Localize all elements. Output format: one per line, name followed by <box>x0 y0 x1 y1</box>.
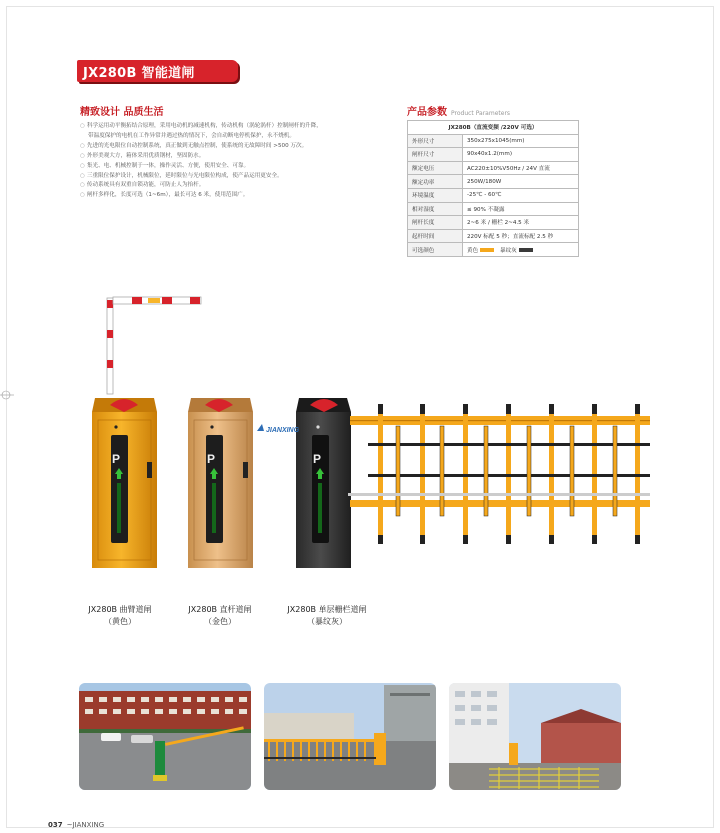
features-heading: 精致设计 品质生活 <box>80 107 164 118</box>
page-title: JX280B 智能道闸 <box>83 66 195 81</box>
product-color: （黄色） <box>104 617 136 626</box>
table-row: 相对湿度 ≤ 90% 不凝露 <box>408 202 579 216</box>
list-item: ○ 三重限位保护设计，机械限位，延时限位与光电限位构成，使产品运用更安全。 <box>80 172 283 179</box>
features-list <box>80 122 380 201</box>
footer-brand: ~JIANXING <box>66 821 105 829</box>
page-number: 037 <box>48 821 63 829</box>
bullet-icon: ○ <box>80 172 85 179</box>
product-color: （金色） <box>204 617 236 626</box>
product-caption <box>272 604 382 628</box>
table-row: 额定功率 250W/180W <box>408 175 579 189</box>
table-row: 闸杆长度 2~6 米 / 栅栏 2~4.5 米 <box>408 216 579 230</box>
params-heading: 产品参数 Product Parameters <box>407 107 511 118</box>
table-row: 可选颜色 黄色 暴纹灰 <box>408 243 579 257</box>
articulated-arm <box>107 297 201 394</box>
list-item: ○ 传动系统具有双重自锁功能，可防止人为抬杆。 <box>80 182 205 189</box>
products-illustration <box>0 290 720 600</box>
product-name: JX280B 曲臂道闸 <box>88 605 152 614</box>
list-item: ○ 先进的光电限位自动控制系统，真正做到无触点控制，使系统的无故障时间 >500 万次。 <box>80 142 308 149</box>
product-caption <box>168 604 272 628</box>
table-row: 闸杆尺寸 90x40x1.2(mm) <box>408 148 579 162</box>
brand-logo <box>257 424 300 434</box>
parking-letter: P <box>207 452 216 466</box>
product-caption <box>70 604 170 628</box>
gate-grey <box>296 398 351 568</box>
params-table <box>407 120 579 257</box>
params-model: JX280B（直流变频 /220V 可选） <box>408 121 579 135</box>
bullet-icon: ○ <box>80 162 85 169</box>
installation-photo <box>264 683 436 790</box>
parking-letter: P <box>112 452 121 466</box>
list-item: ○ 集光、电、机械控制于一体，操作灵活、方便，使用安全、可靠。 <box>80 162 250 169</box>
list-item: ○ 闸杆多样化，长度可选（1~6m），最长可达 6 米，使用范围广。 <box>80 192 249 199</box>
yellow-swatch <box>480 248 494 252</box>
grey-swatch <box>519 248 533 252</box>
bullet-icon: ○ <box>80 192 85 199</box>
list-item: 带温度保护的电机在工作异常并遇过热的情况下，会自动断电停机保护，永不烧机。 <box>88 132 295 139</box>
title-banner <box>77 60 238 82</box>
gate-gold <box>188 398 253 568</box>
bullet-icon: ○ <box>80 182 85 189</box>
params-heading-en: Product Parameters <box>451 110 511 117</box>
gate-yellow <box>92 398 157 568</box>
product-name: JX280B 直杆道闸 <box>188 605 252 614</box>
table-row: 环境温度 -25℃ - 60℃ <box>408 188 579 202</box>
parking-letter: P <box>313 452 322 466</box>
fence-boom <box>348 404 650 544</box>
table-row: 起杆时间 220V 标配 5 秒；直流标配 2.5 秒 <box>408 229 579 243</box>
bullet-icon: ○ <box>80 152 85 159</box>
installation-photo <box>79 683 251 790</box>
table-row: 外形尺寸 350x275x1045(mm) <box>408 134 579 148</box>
table-row: 额定电压 AC220±10%V50Hz / 24V 直流 <box>408 161 579 175</box>
registration-mark <box>0 391 14 399</box>
page-footer <box>48 821 104 829</box>
installation-photo <box>449 683 621 790</box>
product-name: JX280B 单层栅栏道闸 <box>287 605 367 614</box>
table-row <box>408 121 579 135</box>
bullet-icon: ○ <box>80 142 85 149</box>
bullet-icon: ○ <box>80 123 85 129</box>
svg-text:JIANXING: JIANXING <box>266 427 300 434</box>
product-color: （暴纹灰） <box>307 617 347 626</box>
list-item: ○ 科学运用动平衡拓结合原理，采用电动机的减速机构，传动机构（涡轮涡杆）控制闸杆的升降， <box>80 123 322 129</box>
list-item: ○ 外形美观大方，箱体采用优质钢材，坚固防水。 <box>80 152 205 159</box>
